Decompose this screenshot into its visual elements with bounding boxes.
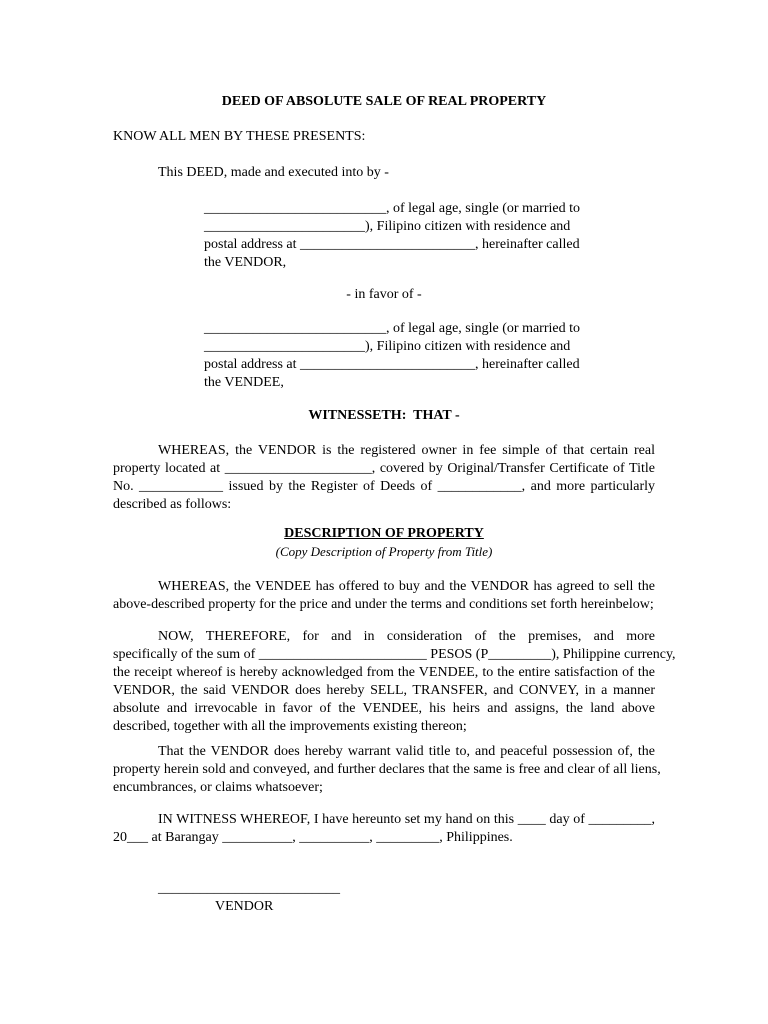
paragraph-line: 20___ at Barangay __________, __________, _________, Philippines.: [113, 830, 513, 845]
paragraph-line: described, together with all the improvements existing thereon;: [113, 719, 467, 734]
paragraph-line: above-described property for the price and under the terms and conditions set forth hereinbelow;: [113, 597, 654, 612]
warranty-paragraph: [113, 743, 661, 797]
vendor-line: __________________________, of legal age, single (or married to: [204, 201, 580, 216]
paragraph-line: WHEREAS, the VENDOR is the registered owner in fee simple of that certain real: [158, 443, 655, 458]
paragraph-line: VENDOR, the said VENDOR does hereby SELL, TRANSFER, and CONVEY, in a manner: [113, 683, 655, 698]
signature-line: __________________________: [158, 881, 340, 896]
vendee-line: __________________________, of legal age, single (or married to: [204, 321, 580, 336]
vendor-block: [204, 200, 580, 272]
in-witness-paragraph: [113, 811, 655, 847]
witnesseth-heading: WITNESSETH: THAT -: [308, 408, 460, 423]
in-favor-of: - in favor of -: [346, 287, 422, 302]
paragraph-line: NOW, THEREFORE, for and in consideration of the premises, and more: [158, 629, 655, 644]
now-therefore-paragraph: [113, 628, 676, 736]
intro-line: This DEED, made and executed into by -: [158, 165, 389, 180]
know-all-men: KNOW ALL MEN BY THESE PRESENTS:: [113, 129, 366, 144]
paragraph-line: described as follows:: [113, 497, 232, 512]
document-title: DEED OF ABSOLUTE SALE OF REAL PROPERTY: [221, 94, 547, 109]
vendee-block: [204, 320, 580, 392]
paragraph-line: IN WITNESS WHEREOF, I have hereunto set my hand on this ____ day of _________,: [158, 812, 655, 827]
vendee-line: _______________________), Filipino citizen with residence and: [204, 339, 571, 354]
paragraph-line: the receipt whereof is hereby acknowledged from the VENDEE, to the entire satisfaction of the: [113, 665, 655, 680]
vendee-line: postal address at _________________________, hereinafter called: [204, 357, 580, 372]
paragraph-line: encumbrances, or claims whatsoever;: [113, 780, 323, 795]
paragraph-line: That the VENDOR does hereby warrant valid title to, and peaceful possession of, the: [158, 744, 655, 759]
vendor-line: postal address at _________________________, hereinafter called: [204, 237, 580, 252]
whereas-offer-paragraph: [113, 578, 655, 614]
paragraph-line: WHEREAS, the VENDEE has offered to buy and the VENDOR has agreed to sell the: [158, 579, 655, 594]
vendee-line: the VENDEE,: [204, 375, 284, 390]
whereas-owner-paragraph: [113, 442, 655, 514]
paragraph-line: property herein sold and conveyed, and further declares that the same is free and clear of all liens,: [113, 762, 661, 777]
vendor-line: the VENDOR,: [204, 255, 287, 270]
description-note: (Copy Description of Property from Title): [275, 544, 493, 559]
paragraph-line: property located at _____________________, covered by Original/Transfer Certificate of Title: [113, 461, 655, 476]
paragraph-line: absolute and irrevocable in favor of the VENDEE, his heirs and assigns, the land above: [113, 701, 655, 716]
paragraph-line: No. ____________ issued by the Register of Deeds of ____________, and more particularly: [113, 479, 655, 494]
paragraph-line: specifically of the sum of ________________________ PESOS (P_________), Philippine currency,: [113, 647, 676, 662]
vendor-line: _______________________), Filipino citizen with residence and: [204, 219, 571, 234]
signature-label: VENDOR: [215, 899, 274, 914]
description-heading: DESCRIPTION OF PROPERTY: [284, 526, 484, 541]
